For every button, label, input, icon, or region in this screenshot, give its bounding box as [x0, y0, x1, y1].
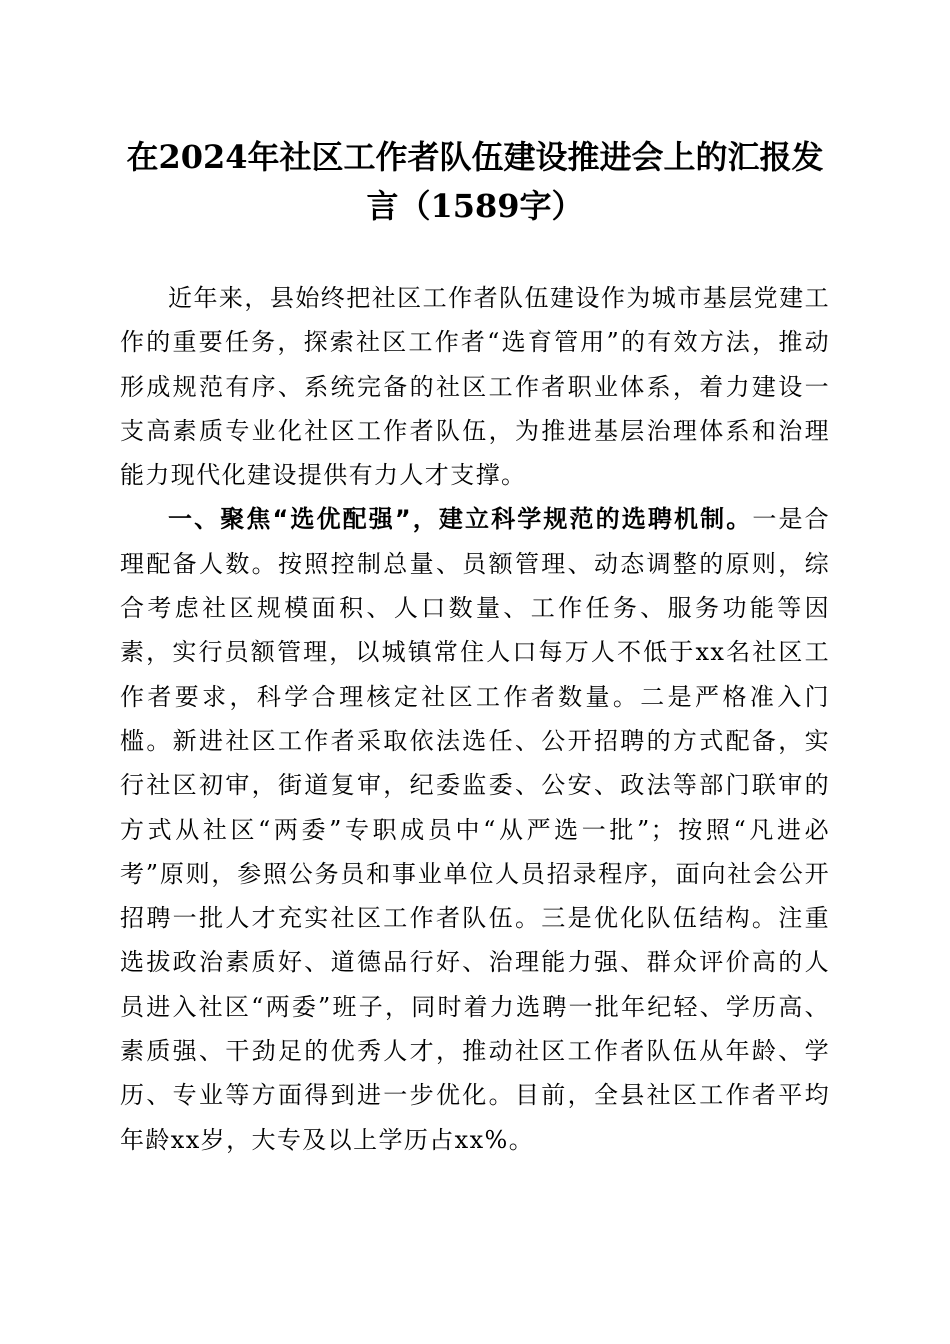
section-1-text: 一是合理配备人数。按照控制总量、员额管理、动态调整的原则，综合考虑社区规模面积、人口数量、工作任务、服务功能等因素，实行员额管理，以城镇常住人口每万人不低于xx名社区工作者要求，科学合理核定社区工作者数量。二是严格准入门槛。新进社区工作者采取依法选任、公开招聘的方式配备，实行社区初审，街道复审，纪委监委、公安、政法等部门联审的方式从社区“两委”专职成员中“从严选一批”；按照“凡进必考”原则，参照公务员和事业单位人员招录程序，面向社会公开招聘一批人才充实社区工作者队伍。三是优化队伍结构。注重选拔政治素质好、道德品行好、治理能力强、群众评价高的人员进入社区“两委”班子，同时着力选聘一批年纪轻、学历高、素质强、干劲足的优秀人才，推动社区工作者队伍从年龄、学历、专业等方面得到进一步优化。目前，全县社区工作者平均年龄xx岁，大专及以上学历占xx%。	[120, 505, 831, 1154]
section-1-heading: 一、聚焦“选优配强”，建立科学规范的选聘机制。	[168, 505, 753, 534]
paragraph-section-1	[120, 497, 830, 1161]
document-title: 在2024年社区工作者队伍建设推进会上的汇报发言（1589字）	[126, 138, 824, 225]
paragraph-intro	[120, 276, 830, 497]
document-body	[120, 276, 830, 1162]
paragraph-intro-text: 近年来，县始终把社区工作者队伍建设作为城市基层党建工作的重要任务，探索社区工作者“选育管用”的有效方法，推动形成规范有序、系统完备的社区工作者职业体系，着力建设一支高素质专业化社区工作者队伍，为推进基层治理体系和治理能力现代化建设提供有力人才支撑。	[120, 284, 830, 490]
